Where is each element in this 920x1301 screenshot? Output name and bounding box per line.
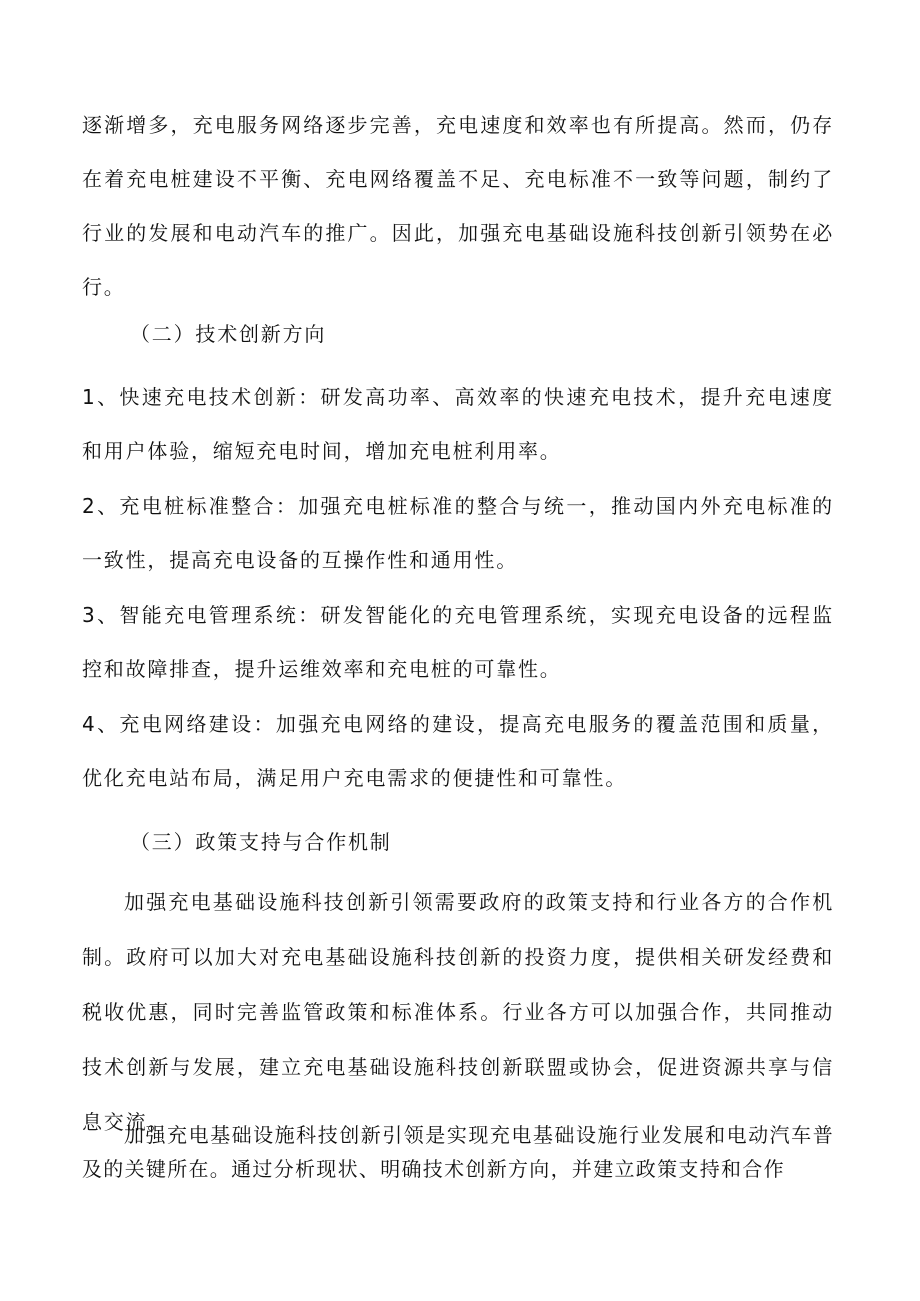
heading-policy-cooperation: （三）政策支持与合作机制 [130, 830, 392, 854]
paragraph-policy-support: 加强充电基础设施科技创新引领需要政府的政策支持和行业各方的合作机制。政府可以加大对充电基础设施科技创新的投资力度，提供相关研发经费和税收优惠，同时完善监管政策和标准体系。行业各方可以加强合作，共同推动技术创新与发展，建立充电基础设施科技创新联盟或协会，促进资源共享与信息交流。 [82, 890, 834, 1134]
paragraph-smart-management: 3、智能充电管理系统：研发智能化的充电管理系统，实现充电设备的远程监控和故障排查，提升运维效率和充电桩的可靠性。 [82, 603, 834, 681]
paragraph-conclusion: 加强充电基础设施科技创新引领是实现充电基础设施行业发展和电动汽车普及的关键所在。通过分析现状、明确技术创新方向，并建立政策支持和合作 [82, 1123, 834, 1181]
paragraph-standard-integration: 2、充电桩标准整合：加强充电桩标准的整合与统一，推动国内外充电标准的一致性，提高充电设备的互操作性和通用性。 [82, 494, 834, 572]
paragraph-network-construction: 4、充电网络建设：加强充电网络的建设，提高充电服务的覆盖范围和质量，优化充电站布局，满足用户充电需求的便捷性和可靠性。 [82, 712, 834, 790]
paragraph-intro-continued: 逐渐增多，充电服务网络逐步完善，充电速度和效率也有所提高。然而，仍存在着充电桩建设不平衡、充电网络覆盖不足、充电标准不一致等问题，制约了行业的发展和电动汽车的推广。因此，加强充电基础设施科技创新引领势在必行。 [82, 113, 834, 299]
paragraph-fast-charging: 1、快速充电技术创新：研发高功率、高效率的快速充电技术，提升充电速度和用户体验，缩短充电时间，增加充电桩利用率。 [82, 385, 834, 463]
heading-tech-innovation-direction: （二）技术创新方向 [130, 322, 327, 346]
